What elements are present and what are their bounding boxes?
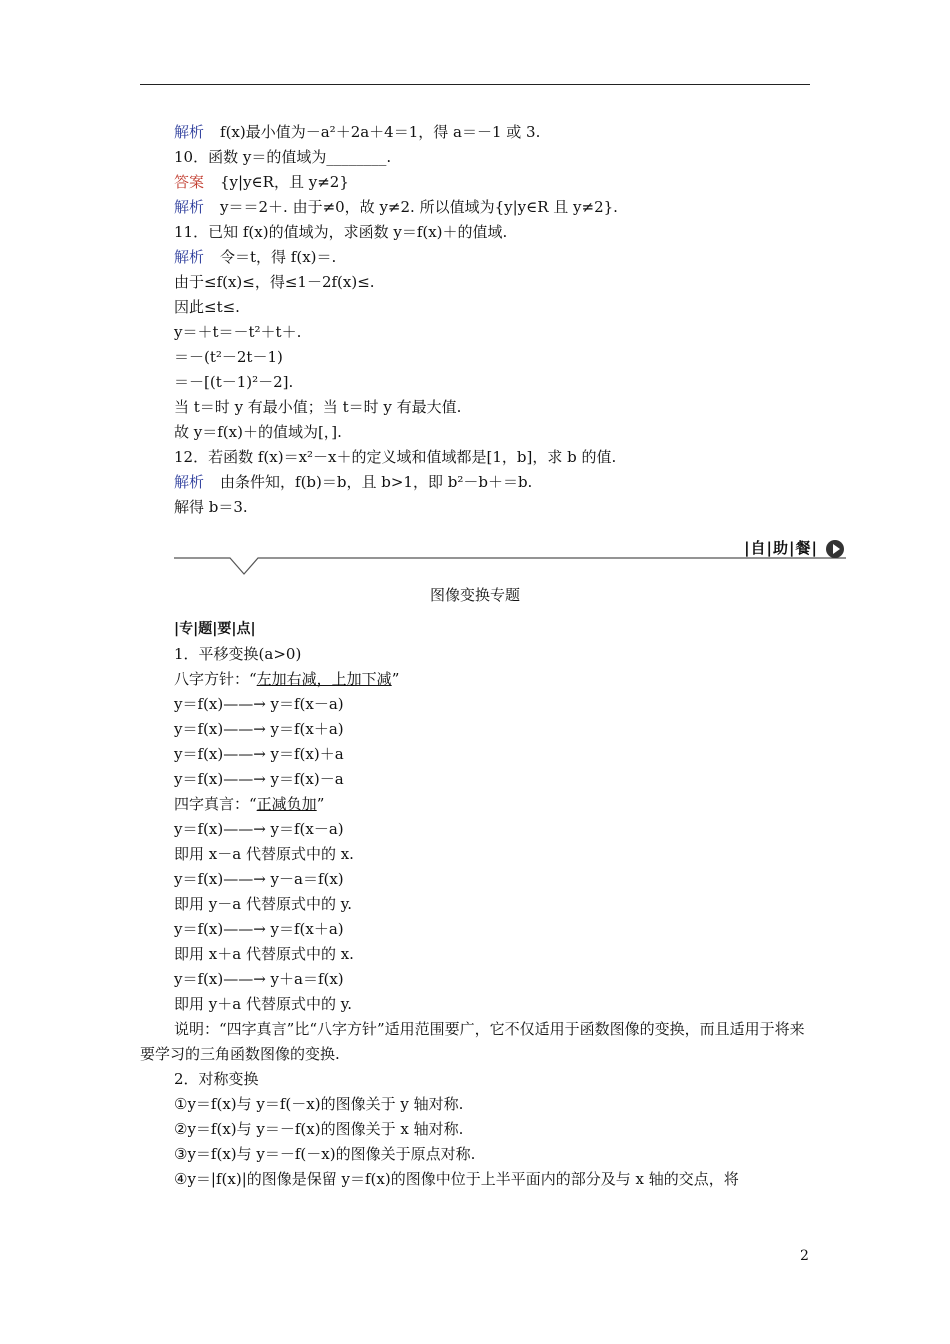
text-line: ②y＝f(x)与 y＝－f(x)的图像关于 x 轴对称. — [174, 1120, 464, 1138]
text-line — [174, 245, 814, 270]
line-text: f(x)最小值为－a²＋2a＋4＝1，得 a＝－1 或 3. — [220, 123, 541, 141]
motto-post: ” — [316, 795, 325, 813]
text-line: ①y＝f(x)与 y＝f(－x)的图像关于 y 轴对称. — [174, 1095, 464, 1113]
motto-em: 正减负加 — [256, 795, 317, 813]
play-icon — [826, 540, 844, 558]
page-number: 2 — [800, 1248, 809, 1264]
text-line: y＝f(x)——→ y＝f(x＋a) — [174, 720, 344, 738]
motto-pre: 八字方针：“ — [174, 670, 257, 688]
text-line: 故 y＝f(x)＋的值域为[，]. — [174, 423, 342, 441]
motto-post: ” — [391, 670, 400, 688]
text-line — [174, 667, 814, 692]
banner-label: |自|助|餐| — [744, 539, 818, 557]
text-line: 12．若函数 f(x)＝x²－x＋的定义域和值域都是[1，b]，求 b 的值. — [174, 448, 617, 466]
line-text: 令＝t，得 f(x)＝. — [220, 248, 337, 266]
text-line: 即用 y－a 代替原式中的 y. — [174, 895, 352, 913]
note-paragraph: 说明：“四字真言”比“八字方针”适用范围要广，它不仅适用于函数图像的变换，而且适用于将来要学习的三角函数图像的变换. — [140, 1020, 805, 1063]
text-line: 11．已知 f(x)的值域为，求函数 y＝f(x)＋的值域. — [174, 223, 508, 241]
text-line: 即用 x－a 代替原式中的 x. — [174, 845, 354, 863]
text-line: y＝f(x)——→ y＋a＝f(x) — [174, 970, 344, 988]
header-rule — [140, 84, 810, 85]
analysis-label: 解析 — [174, 198, 205, 216]
text-line: 即用 x＋a 代替原式中的 x. — [174, 945, 354, 963]
text-line: ＝－(t²－2t－1) — [174, 348, 283, 366]
text-line: 2．对称变换 — [174, 1070, 259, 1088]
line-text: y＝＝2＋. 由于≠0，故 y≠2. 所以值域为{y|y∈R 且 y≠2}. — [220, 198, 618, 216]
text-line: 解得 b＝3. — [174, 498, 248, 516]
text-line — [174, 195, 814, 220]
text-line — [174, 470, 814, 495]
text-line: y＝＋t＝－t²＋t＋. — [174, 323, 302, 341]
text-line: 由于≤f(x)≤，得≤1－2f(x)≤. — [174, 273, 375, 291]
text-line: y＝f(x)——→ y＝f(x－a) — [174, 695, 344, 713]
text-line: 当 t＝时 y 有最小值；当 t＝时 y 有最大值. — [174, 398, 462, 416]
section-title: 图像变换专题 — [429, 586, 520, 604]
text-line: y＝f(x)——→ y－a＝f(x) — [174, 870, 344, 888]
text-line: y＝f(x)——→ y＝f(x)－a — [174, 770, 344, 788]
topic-heading: |专|题|要|点| — [174, 621, 256, 637]
text-line: y＝f(x)——→ y＝f(x－a) — [174, 820, 344, 838]
analysis-label: 解析 — [174, 123, 205, 141]
topic-points-block — [140, 617, 814, 1192]
text-line — [174, 170, 814, 195]
text-line — [174, 792, 814, 817]
text-line: 10．函数 y＝的值域为________. — [174, 148, 392, 166]
analysis-label: 解析 — [174, 473, 205, 491]
analysis-label: 解析 — [174, 248, 205, 266]
self-help-banner — [174, 534, 846, 578]
text-line: ＝－[(t－1)²－2]. — [174, 373, 294, 391]
text-line: y＝f(x)——→ y＝f(x)＋a — [174, 745, 344, 763]
answer-label: 答案 — [174, 173, 205, 191]
text-line: ③y＝f(x)与 y＝－f(－x)的图像关于原点对称. — [174, 1145, 476, 1163]
text-line: 因此≤t≤. — [174, 298, 240, 316]
motto-em: 左加右减，上加下减 — [256, 670, 392, 688]
solutions-block — [174, 120, 814, 520]
line-text: 由条件知，f(b)＝b，且 b>1，即 b²－b＋＝b. — [220, 473, 533, 491]
text-line: 即用 y＋a 代替原式中的 y. — [174, 995, 352, 1013]
motto-pre: 四字真言：“ — [174, 795, 257, 813]
text-line: y＝f(x)——→ y＝f(x＋a) — [174, 920, 344, 938]
text-line: 1．平移变换(a>0) — [174, 645, 302, 663]
text-line — [174, 120, 814, 145]
line-text: {y|y∈R，且 y≠2} — [220, 173, 349, 191]
text-line: ④y＝|f(x)|的图像是保留 y＝f(x)的图像中位于上半平面内的部分及与 x 轴的交点，将 — [174, 1170, 739, 1188]
